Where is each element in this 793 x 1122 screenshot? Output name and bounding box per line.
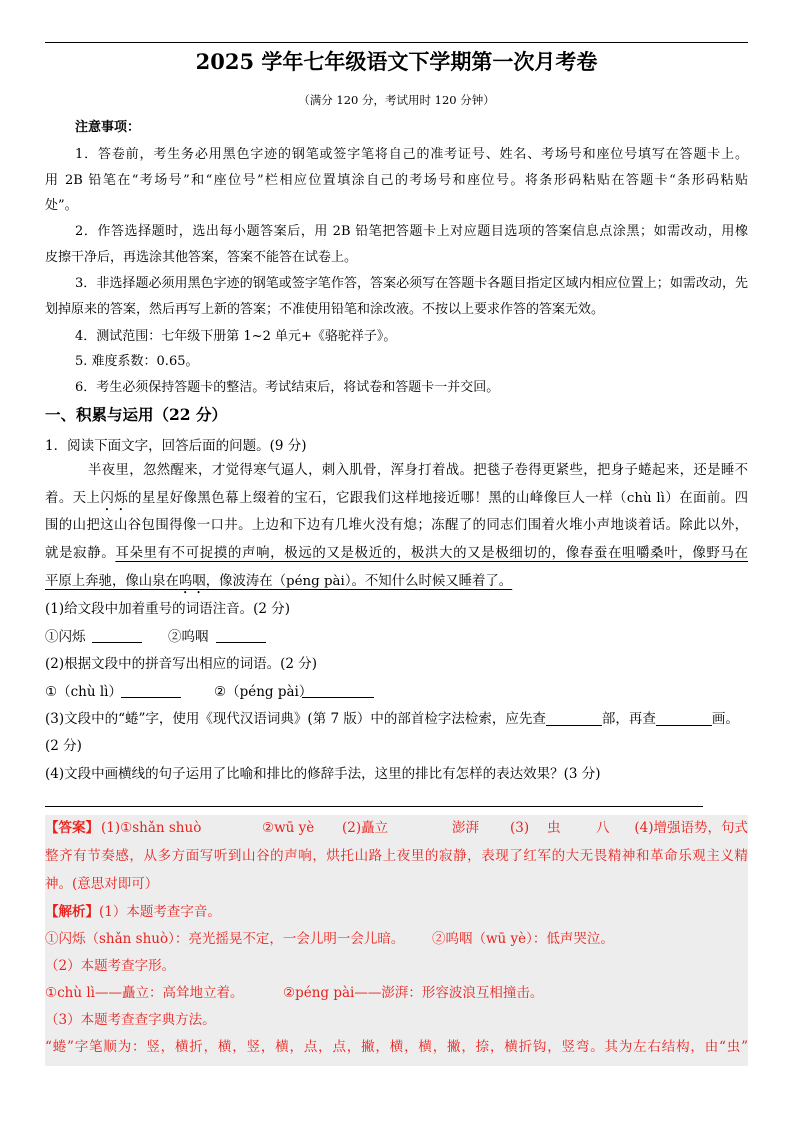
answer-blank (92, 642, 142, 643)
analysis-text: ②呜咽（wū yè）：低声哭泣。 (432, 931, 614, 947)
answer-part: (2)矗立 (342, 820, 389, 836)
answer-part: (1)①shǎn shuò (101, 820, 202, 836)
passage-text: 的星星好像黑色幕上缀着的宝石，它跟我们这样地接近哪！黑的山峰像巨人一样（chù lì）在面前。四 (128, 491, 749, 506)
passage-line-2 (45, 488, 748, 510)
analysis-label: 【解析】 (45, 904, 99, 920)
subquestion-4-prompt: (4)文段中画横线的句子运用了比喻和排比的修辞手法，这里的排比有怎样的表达效果？(3 分) (45, 766, 601, 782)
notice-item-1-line-2: 用 2B 铅笔在“考场号”和“座位号”栏相应位置填涂自己的考场号和座位号。将条形码粘贴在答题卡“条形码粘贴 (45, 173, 748, 188)
prompt-text: 部，再查 (601, 711, 656, 727)
passage-text: 平原上奔驰，像山泉在 (45, 574, 179, 589)
notice-item-3-line-2: 划掉原来的答案，然后再写上新的答案；不准使用铅笔和涂改液。不按以上要求作答的答案无效。 (45, 302, 605, 317)
exam-title: 2025 学年七年级语文下学期第一次月考卷 (195, 49, 598, 74)
answer-part: (4)增强语势，句式 (634, 820, 748, 836)
answer-part: 八 (596, 820, 610, 836)
answer-part: 虫 (547, 820, 561, 836)
passage-text: 着。天上 (45, 491, 101, 506)
analysis-line-4 (45, 982, 748, 1004)
answer-blank (216, 642, 266, 643)
answer-part: 澎湃 (452, 820, 479, 836)
section-heading: 一、积累与运用（22 分） (45, 405, 227, 424)
emphasized-word-shanshuo: 闪烁 (100, 491, 129, 506)
analysis-text: (1）本题考查字音。 (99, 904, 221, 920)
answer-part: (3) (510, 820, 530, 836)
subquestion-3-prompt (45, 708, 748, 730)
analysis-line-1 (45, 901, 748, 923)
passage-line-5 (45, 571, 748, 593)
answer-blank (546, 725, 602, 726)
header-rule (45, 42, 748, 43)
underlined-sentence: 耳朵里有不可捉摸的声响，极远的又是极近的，极洪大的又是极细切的，像春蚕在咀嚼桑叶，像野马在 (115, 546, 749, 561)
exam-subtitle: （满分 120 分，考试用时 120 分钟） (298, 93, 495, 107)
underlined-sentence (45, 574, 512, 589)
analysis-line-2 (45, 928, 748, 950)
question-1-prompt: 1．阅读下面文字，回答后面的问题。(9 分) (45, 438, 307, 454)
analysis-text: ①闪烁（shǎn shuò）：亮光摇晃不定，一会儿明一会儿暗。 (45, 931, 405, 947)
subquestion-1-prompt: (1)给文段中加着重号的词语注音。(2 分) (45, 601, 291, 617)
prompt-text: 画。 (711, 711, 739, 727)
analysis-line-6: “蜷”字笔顺为：竖，横折，横，竖，横，点，点，撇，横，横，撇，捺，横折钩，竖弯。其为左右结构，由“虫” (45, 1039, 748, 1055)
notice-item-5: 5. 难度系数：0.65。 (75, 354, 199, 369)
notice-item-2-line-2: 皮擦干净后，再选涂其他答案，答案不能答在试卷上。 (45, 250, 358, 265)
item-label: ②呜咽 (168, 629, 209, 645)
notice-item-1-line-3: 处”。 (45, 198, 78, 213)
passage-text: 就是寂静。 (45, 546, 116, 561)
answer-blank (121, 697, 181, 698)
notice-item-3-line-1: 3．非选择题必须用黑色字迹的钢笔或签字笔作答，答案必须写在答题卡各题目指定区域内相应位置上；如需改动，先 (75, 276, 748, 291)
notice-item-2-line-1: 2．作答选择题时，选出每小题答案后，用 2B 铅笔把答题卡上对应题目选项的答案信息点涂黑；如需改动，用橡 (75, 224, 748, 239)
answer-blank (656, 725, 712, 726)
passage-line-1: 半夜里，忽然醒来，才觉得寒气逼人，刺入肌骨，浑身打着战。把毯子卷得更紧些，把身子蜷起来，还是睡不 (88, 463, 748, 478)
passage-line-4 (45, 543, 748, 565)
answer-blank (302, 697, 374, 698)
item-label: ①（chù lì） (45, 684, 122, 700)
subquestion-1-answers (45, 626, 748, 648)
notice-item-1-line-1: 1．答卷前，考生务必用黑色字迹的钢笔或签字笔将自己的准考证号、姓名、考场号和座位号填写在答题卡上。 (75, 147, 748, 162)
passage-line-3: 围的山把这山谷包围得像一口井。上边和下边有几堆火没有熄；冻醒了的同志们围着火堆小声地谈着话。除此以外， (45, 518, 748, 533)
subquestion-3-points: (2 分) (45, 738, 82, 754)
answer-label: 【答案】 (45, 820, 99, 836)
notice-item-6: 6．考生必须保持答题卡的整洁。考试结束后，将试卷和答题卡一并交回。 (75, 380, 500, 395)
analysis-line-3: （2）本题考查字形。 (45, 958, 176, 974)
passage-text: ，像波涛在（péng pài）。不知什么时候又睡着了。 (205, 574, 513, 589)
notice-heading: 注意事项： (75, 120, 141, 135)
answer-line-1 (45, 817, 748, 839)
prompt-text: (3)文段中的“蜷”字，使用《现代汉语词典》(第 7 版）中的部首检字法检索，应先查 (45, 711, 546, 727)
analysis-text: ②péng pài——澎湃：形容波浪互相撞击。 (283, 985, 544, 1001)
subquestion-2-prompt: (2)根据文段中的拼音写出相应的词语。(2 分) (45, 656, 318, 672)
answer-line-3: 神。(意思对即可） (45, 876, 159, 892)
item-label: ②（péng pài） (214, 684, 313, 700)
emphasized-word-wuye: 呜咽 (178, 574, 206, 589)
subquestion-2-answers (45, 681, 748, 703)
answer-line (45, 806, 703, 807)
analysis-text: ①chù lì——矗立：高耸地立着。 (45, 985, 244, 1001)
item-label: ①闪烁 (45, 629, 86, 645)
analysis-line-5: （3）本题考查查字典方法。 (45, 1012, 216, 1028)
notice-item-4: 4．测试范围：七年级下册第 1~2 单元+《骆驼祥子》。 (75, 329, 397, 344)
answer-part: ②wū yè (262, 820, 315, 836)
answer-line-2: 整齐有节奏感，从多方面写听到山谷的声响，烘托山路上夜里的寂静，表现了红军的大无畏精神和革命乐观主义精 (45, 848, 748, 864)
